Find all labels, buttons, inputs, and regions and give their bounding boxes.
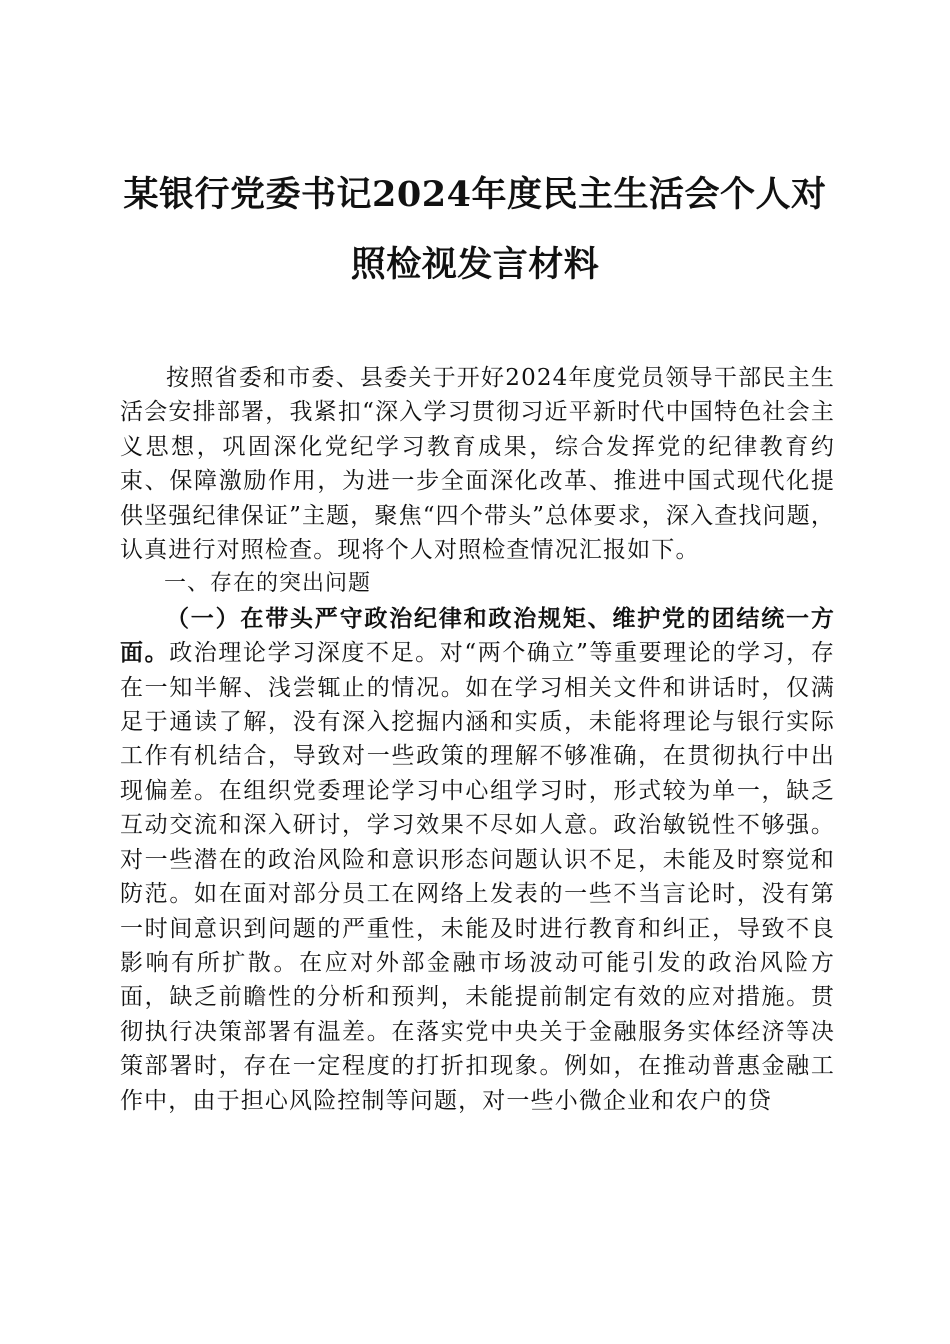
document-title-line-2: 照检视发言材料: [350, 244, 600, 285]
section-heading: 一、存在的突出问题: [164, 571, 372, 597]
subsection-heading: （一）在带头严守政治纪律和政治规矩、维护党的团结统一方面。: [120, 604, 835, 667]
subsection-body: 政治理论学习深度不足。对“两个确立”等重要理论的学习，存在一知半解、浅尝辄止的情况。如在学习相关文件和讲话时，仅满足于通读了解，没有深入挖掘内涵和实质，未能将理论与银行实际工作有机结合，导致对一些政策的理解不够准确，在贯彻执行中出现偏差。在组织党委理论学习中心组学习时，形式较为单一，缺乏互动交流和深入研讨，学习效果不尽如人意。政治敏锐性不够强。对一些潜在的政治风险和意识形态问题认识不足，未能及时察觉和防范。如在面对部分员工在网络上发表的一些不当言论时，没有第一时间意识到问题的严重性，未能及时进行教育和纠正，导致不良影响有所扩散。在应对外部金融市场波动可能引发的政治风险方面，缺乏前瞻性的分析和预判，未能提前制定有效的应对措施。贯彻执行决策部署有温差。在落实党中央关于金融服务实体经济等决策部署时，存在一定程度的打折扣现象。例如，在推动普惠金融工作中，由于担心风险控制等问题，对一些小微企业和农户的贷: [120, 640, 835, 1114]
subsection-paragraph: [120, 602, 835, 1118]
document-body: [120, 361, 835, 1118]
intro-paragraph: 按照省委和市委、县委关于开好2024年度党员领导干部民主生活会安排部署，我紧扣“深入学习贯彻习近平新时代中国特色社会主义思想，巩固深化党纪学习教育成果，综合发挥党的纪律教育约束、保障激励作用，为进一步全面深化改革、推进中国式现代化提供坚强纪律保证”主题，聚焦“四个带头”总体要求，深入查找问题，认真进行对照检查。现将个人对照检查情况汇报如下。: [120, 365, 835, 564]
document-title-line-1: 某银行党委书记2024年度民主生活会个人对: [123, 174, 827, 215]
